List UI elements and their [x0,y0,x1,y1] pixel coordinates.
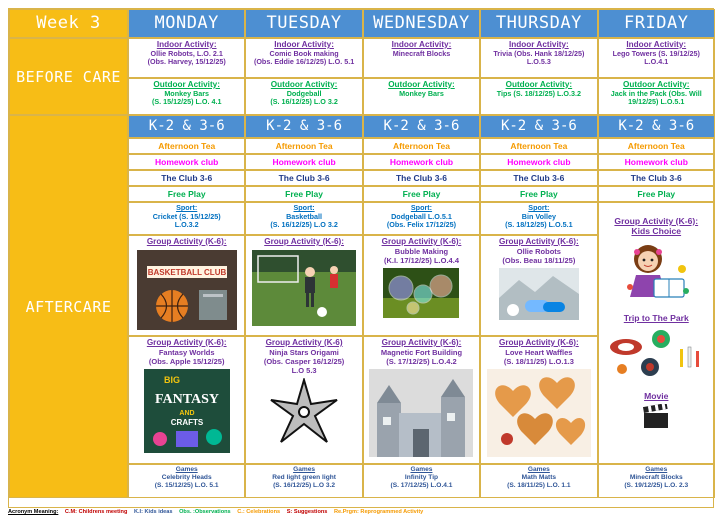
homework-club: Homework club [480,154,597,170]
group-line: (Obs. Beau 18/11/25) [502,255,576,265]
outdoor-title: Outdoor Activity: [153,80,220,89]
free-play: Free Play [598,186,715,202]
outdoor-line: Dodgeball [286,88,322,98]
indoor-line: Minecraft Blocks [392,48,451,58]
acronym-item: K.I: Kids ideas [133,509,173,515]
group-title: Group Activity (K-6): [146,338,227,347]
group-line: Magnetic Fort Building [380,347,463,357]
movie-label: Movie [644,390,669,401]
day-header-tuesday: TUESDAY [245,9,362,38]
afternoon-tea: Afternoon Tea [245,138,362,154]
free-play: Free Play [245,186,362,202]
day-header-monday: MONDAY [128,9,245,38]
indoor-activity-friday [598,38,715,78]
group-line: (S. 18/11/25) L.O.1.3 [503,356,574,366]
group-title: Group Activity (K-6): [498,237,579,246]
group-line: Love Heart Waffles [505,347,573,357]
sport-wednesday [363,202,480,235]
indoor-line: Ollie Robots, L.O. 2.1 [150,48,223,58]
group-activity2-wednesday [363,336,480,464]
group-label-tuesday: K-2 & 3-6 [245,115,362,138]
group-line: (S. 17/12/25) L.O.4.2 [386,356,457,366]
day-header-thursday: THURSDAY [480,9,597,38]
day-header-friday: FRIDAY [598,9,715,38]
games-line: Celebrity Heads [161,473,212,481]
group-label-thursday: K-2 & 3-6 [480,115,597,138]
before-care-label: BEFORE CARE [9,38,128,115]
afternoon-tea: Afternoon Tea [480,138,597,154]
day-header-wednesday: WEDNESDAY [363,9,480,38]
the-club: The Club 3-6 [480,170,597,186]
outdoor-activity-thursday [480,78,597,115]
group-activity2-thursday [480,336,597,464]
sport-line: (S. 16/12/25) L.O 3.2 [270,220,338,230]
group-title: Group Activity (K-6): [264,237,344,246]
games-title: Games [410,466,433,473]
indoor-title: Indoor Activity: [391,40,452,49]
magnetic-fort-photo [369,369,473,457]
acronym-item: S: Suggestions [286,509,328,515]
ninja-star-icon [269,378,339,444]
friday-kids-choice-label: Kids Choice [631,225,682,236]
group-activity2-monday [128,336,245,464]
games-title: Games [527,466,550,473]
indoor-activity-thursday [480,38,597,78]
outdoor-line: Jack in the Pack (Obs. Will [610,88,702,98]
aftercare-label: AFTERCARE [9,115,128,498]
indoor-activity-tuesday [245,38,362,78]
group-activity-tuesday [245,235,362,336]
outdoor-activity-friday [598,78,715,115]
sport-line: Basketball [286,211,323,221]
sport-line: Cricket (S. 15/12/25) [152,211,221,221]
bubbles-photo [383,268,459,318]
games-tuesday [245,464,362,498]
indoor-line: Comic Book making [269,48,339,58]
games-line: (S. 15/12/25) L.O. 5.1 [154,481,219,489]
indoor-title: Indoor Activity: [626,40,687,49]
group-activity-thursday [480,235,597,336]
games-line: Math Matts [521,473,557,481]
games-line: (S. 18/11/25) L.O. 1.1 [507,481,571,489]
afternoon-tea: Afternoon Tea [363,138,480,154]
basketball-club-photo [137,250,237,330]
games-title: Games [175,466,198,473]
games-line: (S. 19/12/25) L.O. 2.3 [624,481,689,489]
outdoor-line: Monkey Bars [164,88,210,98]
indoor-line: (Obs. Harvey, 15/12/25) [147,57,226,67]
group-label-monday: K-2 & 3-6 [128,115,245,138]
sport-title: Sport: [176,203,198,212]
games-thursday [480,464,597,498]
outdoor-line: (S. 16/12/25) L.O 3.2 [270,97,338,107]
sport-line: (S. 18/12/25) L.O.5.1 [505,220,573,230]
group-activity2-tuesday [245,336,362,464]
outdoor-line: 19/12/25) L.O.5.1 [628,97,685,107]
acronym-legend [8,509,428,515]
homework-club: Homework club [363,154,480,170]
weekly-schedule-grid [8,8,714,508]
ollie-robots-photo [499,268,579,320]
free-play: Free Play [363,186,480,202]
the-club: The Club 3-6 [245,170,362,186]
group-line: L.O 5.3 [291,365,317,375]
playground-sports-icons [606,327,706,379]
group-line: (K.I. 17/12/25) L.O.4.4 [383,255,459,265]
indoor-line: (Obs. Eddie 16/12/25) L.O. 5.1 [253,57,355,67]
homework-club: Homework club [598,154,715,170]
outdoor-title: Outdoor Activity: [270,80,338,89]
indoor-title: Indoor Activity: [274,40,334,49]
sport-monday [128,202,245,235]
group-line: Ninja Stars Origami [269,347,339,357]
outdoor-line: Tips (S. 18/12/25) L.O.3.2 [496,88,581,98]
clapperboard-icon [641,404,671,430]
girl-reading-illustration [618,239,694,303]
free-play: Free Play [128,186,245,202]
games-friday [598,464,715,498]
friday-kids-choice [598,202,715,464]
sport-line: (Obs. Felix 17/12/25) [386,220,457,230]
acronym-label: Acronym Meaning: [8,509,59,515]
sport-tuesday [245,202,362,235]
group-title: Group Activity (K-6) [265,338,343,347]
free-play: Free Play [480,186,597,202]
afternoon-tea: Afternoon Tea [598,138,715,154]
group-title: Group Activity (K-6): [146,237,227,246]
group-activity-wednesday [363,235,480,336]
indoor-line: Trivia (Obs. Hank 18/12/25) [493,48,585,58]
games-wednesday [363,464,480,498]
indoor-title: Indoor Activity: [508,40,569,49]
games-title: Games [645,466,668,473]
indoor-activity-monday [128,38,245,78]
trip-to-park: Trip to The Park [623,313,689,323]
the-club: The Club 3-6 [598,170,715,186]
basketball-sign-text: BASKETBALL CLUB [147,267,226,277]
acronym-item: Obs. :Observations [179,509,231,515]
book-word: CRAFTS [170,417,203,427]
group-line: Fantasy Worlds [158,347,215,357]
group-title: Group Activity (K-6): [381,237,462,246]
book-word: BIG [163,374,180,385]
group-line: Ollie Robots [516,246,561,256]
indoor-activity-wednesday [363,38,480,78]
sport-title: Sport: [293,203,315,212]
games-line: (S. 17/12/25) L.O.4.1 [390,481,453,489]
sport-line: Dodgeball L.O.5.1 [391,211,452,221]
book-word: FANTASY [154,391,219,407]
games-monday [128,464,245,498]
the-club: The Club 3-6 [128,170,245,186]
outdoor-title: Outdoor Activity: [505,80,573,89]
sport-title: Sport: [528,203,550,212]
group-title: Group Activity (K-6): [498,338,579,347]
sport-thursday [480,202,597,235]
afternoon-tea: Afternoon Tea [128,138,245,154]
homework-club: Homework club [128,154,245,170]
the-club: The Club 3-6 [363,170,480,186]
outdoor-activity-tuesday [245,78,362,115]
indoor-line: L.O.5.3 [526,57,551,67]
soccer-kids-photo [252,250,356,326]
acronym-item: Re.Prgm: Reprogrammed Activity [333,509,424,515]
book-word: AND [179,409,195,417]
group-label-wednesday: K-2 & 3-6 [363,115,480,138]
indoor-title: Indoor Activity: [156,40,217,49]
week-label: Week 3 [9,9,128,38]
outdoor-line: (S. 15/12/25) L.O. 4.1 [151,97,222,107]
outdoor-activity-wednesday [363,78,480,115]
group-label-friday: K-2 & 3-6 [598,115,715,138]
games-title: Games [293,466,316,473]
games-line: Infinity Tip [404,473,439,481]
games-line: Minecraft Blocks [629,473,683,481]
sport-title: Sport: [410,203,433,212]
group-title: Group Activity (K-6): [381,338,462,347]
group-line: Bubble Making [394,246,449,256]
friday-group-title: Group Activity (K-6): [614,216,699,226]
indoor-line: L.O.4.1 [644,57,669,67]
games-line: (S. 16/12/25) L.O 3.2 [273,481,336,489]
heart-waffles-photo [487,369,591,457]
acronym-item: C.: Celebrations [237,509,281,515]
group-line: (Obs. Apple 15/12/25) [148,356,225,366]
games-line: Red light green light [272,473,336,481]
outdoor-title: Outdoor Activity: [622,80,690,89]
group-line: (Obs. Casper 16/12/25) [263,356,345,366]
homework-club: Homework club [245,154,362,170]
acronym-item: C.M: Childrens meeting [64,509,128,515]
indoor-line: Lego Towers (S. 19/12/25) [612,48,700,58]
outdoor-title: Outdoor Activity: [388,80,455,89]
outdoor-line: Monkey Bars [399,88,444,98]
outdoor-activity-monday [128,78,245,115]
group-activity-monday [128,235,245,336]
sport-line: Bin Volley [521,211,556,221]
fantasy-book-cover [144,369,230,453]
sport-line: L.O.3.2 [174,220,199,230]
